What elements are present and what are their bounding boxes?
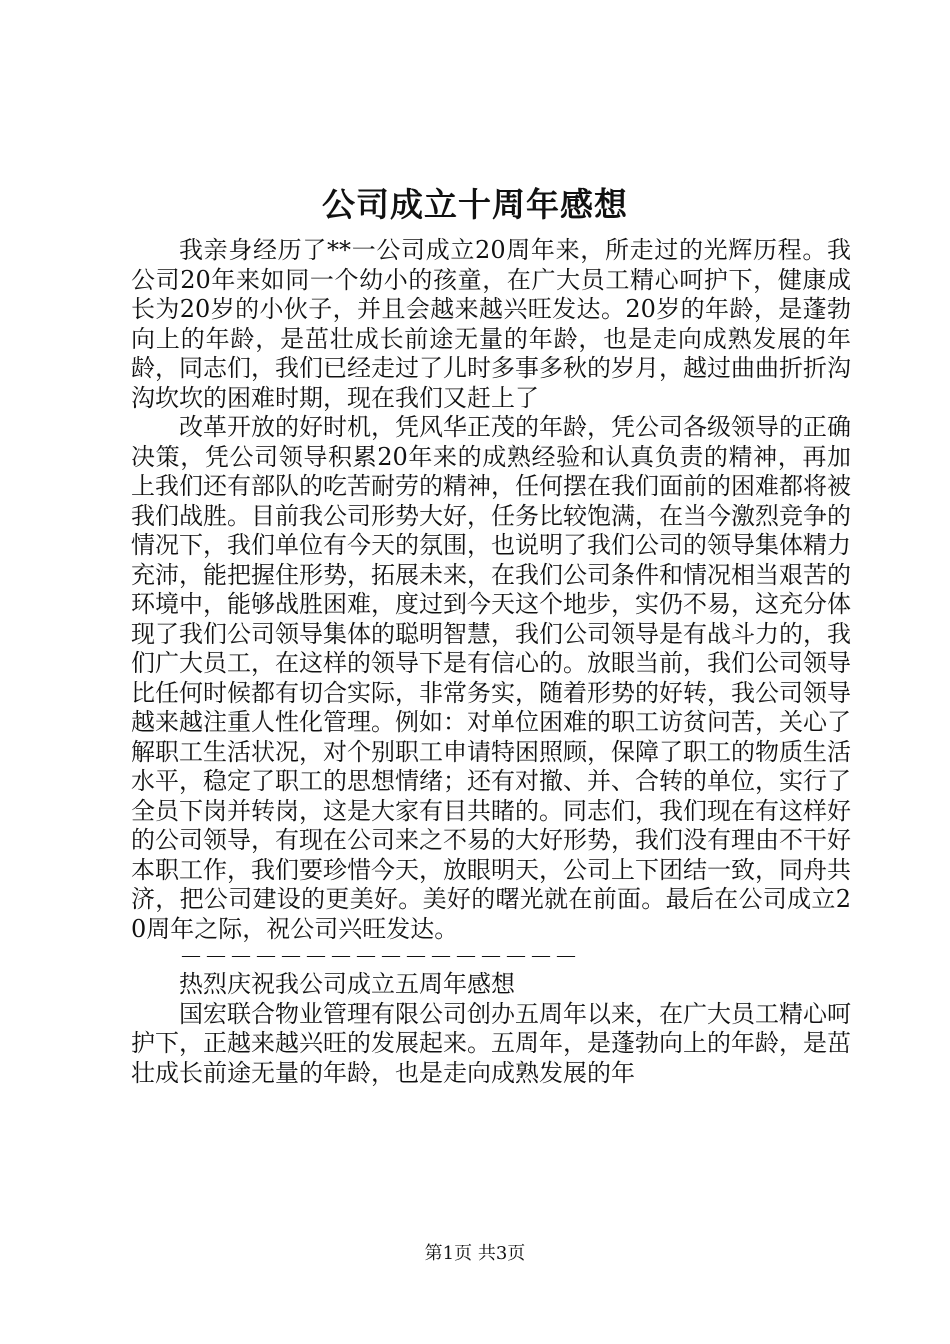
document-title: 公司成立十周年感想 <box>322 185 628 224</box>
paragraph-2: 改革开放的好时机，凭风华正茂的年龄，凭公司各级领导的正确决策，凭公司领导积累20年来的成熟经验和认真负责的精神，再加上我们还有部队的吃苦耐劳的精神，任何摆在我们面前的困难都将被我们战胜。目前我公司形势大好，任务比较饱满，在当今激烈竞争的情况下，我们单位有今天的氛围，也说明了我们公司的领导集体精力充沛，能把握住形势，拓展未来，在我们公司条件和情况相当艰苦的环境中，能够战胜困难，度过到今天这个地步，实仍不易，这充分体现了我们公司领导集体的聪明智慧，我们公司领导是有战斗力的，我们广大员工，在这样的领导下是有信心的。放眼当前，我们公司领导比任何时候都有切合实际，非常务实，随着形势的好转，我公司领导越来越注重人性化管理。例如：对单位困难的职工访贫问苦，关心了解职工生活状况，对个别职工申请特困照顾，保障了职工的物质生活水平，稳定了职工的思想情绪；还有对撤、并、合转的单位，实行了全员下岗并转岗，这是大家有目共睹的。同志们，我们现在有这样好的公司领导，有现在公司来之不易的大好形势，我们没有理由不干好本职工作，我们要珍惜今天，放眼明天，公司上下团结一致，同舟共济，把公司建设的更美好。美好的曙光就在前面。最后在公司成立20周年之际，祝公司兴旺发达。 <box>131 413 851 943</box>
separator-line: －－－－－－－－－－－－－－－－ <box>179 943 579 971</box>
page-number: 第1页 共3页 <box>424 1243 526 1264</box>
paragraph-1: 我亲身经历了**一公司成立20周年来，所走过的光辉历程。我公司20年来如同一个幼小的孩童，在广大员工精心呵护下，健康成长为20岁的小伙子，并且会越来越兴旺发达。20岁的年龄，是蓬勃向上的年龄，是茁壮成长前途无量的年龄，也是走向成熟发展的年龄，同志们，我们已经走过了儿时多事多秋的岁月，越过曲曲折折沟沟坎坎的困难时期，现在我们又赶上了 <box>131 236 851 412</box>
document-body <box>131 236 851 1088</box>
paragraph-3: 国宏联合物业管理有限公司创办五周年以来，在广大员工精心呵护下，正越来越兴旺的发展起来。五周年，是蓬勃向上的年龄，是茁壮成长前途无量的年龄，也是走向成熟发展的年 <box>131 999 851 1087</box>
section-heading: 热烈庆祝我公司成立五周年感想 <box>179 970 515 998</box>
